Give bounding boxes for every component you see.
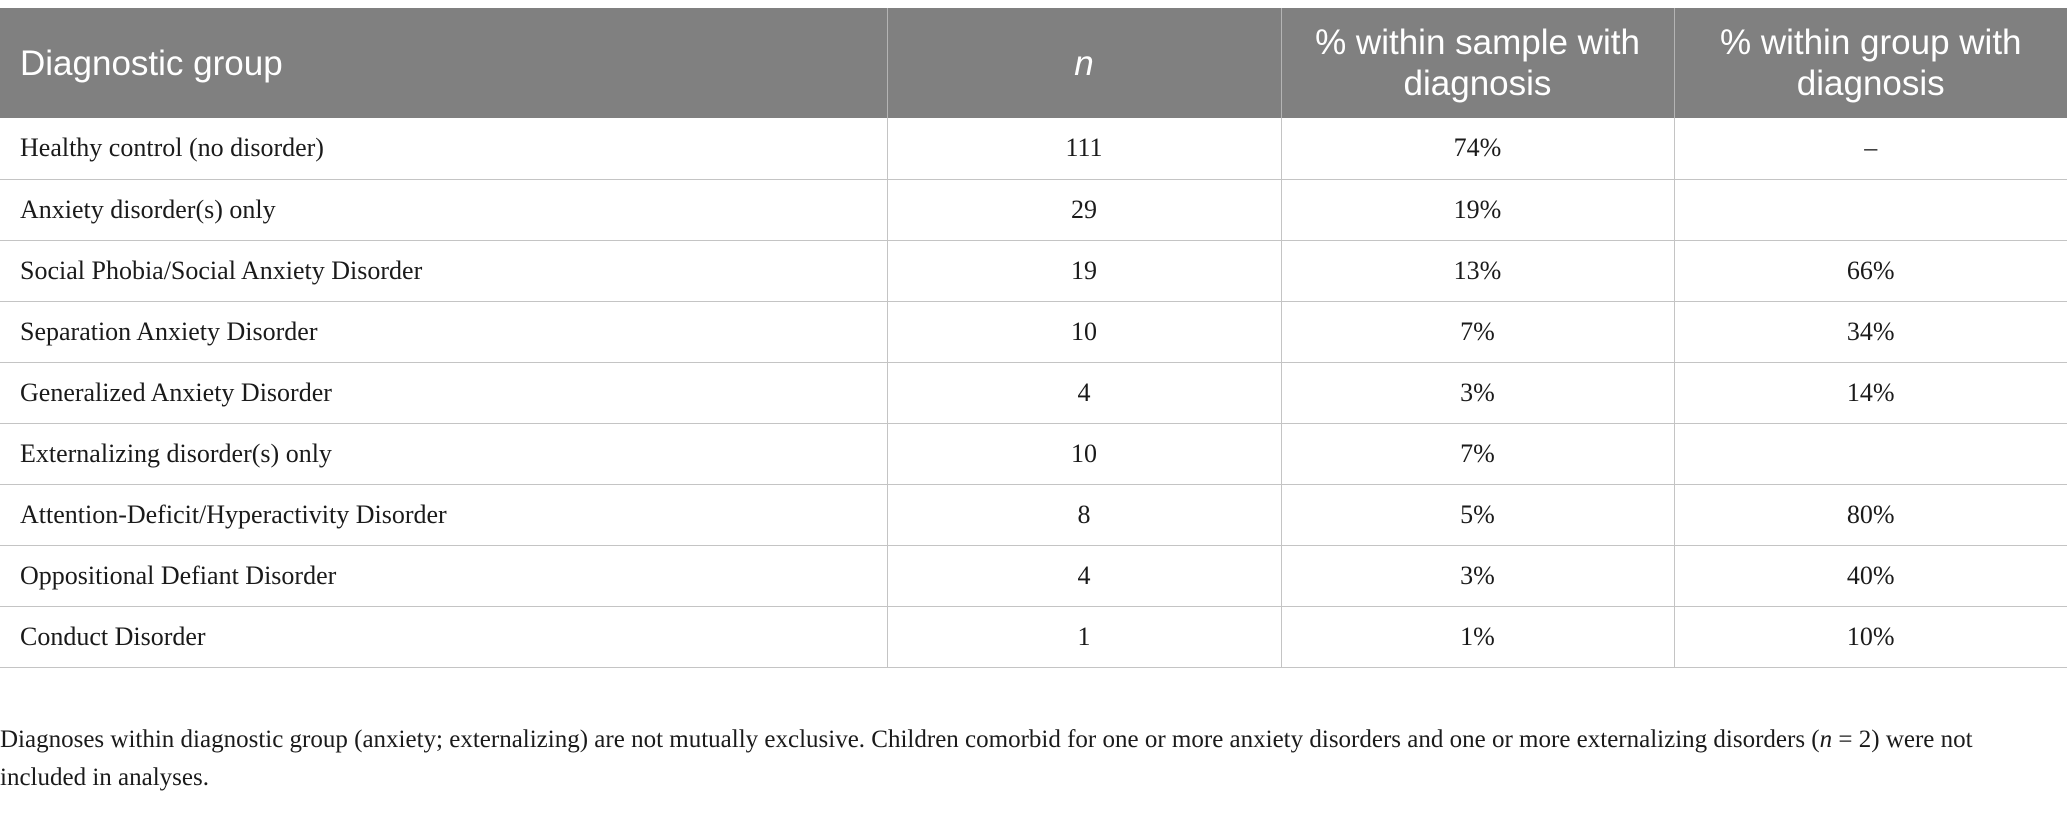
table-row bbox=[0, 118, 2067, 179]
table-row bbox=[0, 179, 2067, 240]
cell-pct-within-group: 40% bbox=[1674, 545, 2067, 606]
header-diagnostic-group: Diagnostic group bbox=[0, 8, 887, 118]
header-row bbox=[0, 8, 2067, 118]
table-header bbox=[0, 8, 2067, 118]
footnote-text-end: = 2) were not included in analyses. bbox=[0, 726, 1973, 791]
cell-pct-within-group: – bbox=[1674, 118, 2067, 179]
cell-diagnostic-group: Anxiety disorder(s) only bbox=[0, 179, 887, 240]
cell-diagnostic-group: Healthy control (no disorder) bbox=[0, 118, 887, 179]
cell-pct-within-group: 80% bbox=[1674, 484, 2067, 545]
table-row bbox=[0, 423, 2067, 484]
cell-n: 10 bbox=[887, 423, 1281, 484]
cell-pct-within-sample: 3% bbox=[1281, 545, 1674, 606]
table-body bbox=[0, 118, 2067, 667]
cell-diagnostic-group: Attention-Deficit/Hyperactivity Disorder bbox=[0, 484, 887, 545]
cell-n: 111 bbox=[887, 118, 1281, 179]
table-row bbox=[0, 240, 2067, 301]
cell-pct-within-group: 14% bbox=[1674, 362, 2067, 423]
table-row bbox=[0, 484, 2067, 545]
cell-pct-within-sample: 5% bbox=[1281, 484, 1674, 545]
cell-n: 10 bbox=[887, 301, 1281, 362]
cell-n: 4 bbox=[887, 545, 1281, 606]
cell-pct-within-group bbox=[1674, 179, 2067, 240]
cell-pct-within-group: 34% bbox=[1674, 301, 2067, 362]
header-n: n bbox=[887, 8, 1281, 118]
table-footnote bbox=[0, 721, 2060, 797]
cell-diagnostic-group: Conduct Disorder bbox=[0, 606, 887, 667]
diagnosis-table-container bbox=[0, 8, 2067, 668]
cell-pct-within-group bbox=[1674, 423, 2067, 484]
cell-n: 19 bbox=[887, 240, 1281, 301]
footnote-n-symbol: n bbox=[1819, 726, 1833, 753]
table-row bbox=[0, 301, 2067, 362]
cell-diagnostic-group: Social Phobia/Social Anxiety Disorder bbox=[0, 240, 887, 301]
cell-pct-within-sample: 19% bbox=[1281, 179, 1674, 240]
cell-n: 1 bbox=[887, 606, 1281, 667]
cell-diagnostic-group: Externalizing disorder(s) only bbox=[0, 423, 887, 484]
cell-n: 8 bbox=[887, 484, 1281, 545]
cell-pct-within-sample: 74% bbox=[1281, 118, 1674, 179]
cell-pct-within-group: 10% bbox=[1674, 606, 2067, 667]
table-row bbox=[0, 545, 2067, 606]
cell-diagnostic-group: Oppositional Defiant Disorder bbox=[0, 545, 887, 606]
table-row bbox=[0, 606, 2067, 667]
header-pct-within-group: % within group with diagnosis bbox=[1674, 8, 2067, 118]
cell-pct-within-sample: 13% bbox=[1281, 240, 1674, 301]
header-pct-within-sample: % within sample with diagnosis bbox=[1281, 8, 1674, 118]
cell-pct-within-group: 66% bbox=[1674, 240, 2067, 301]
cell-pct-within-sample: 1% bbox=[1281, 606, 1674, 667]
cell-pct-within-sample: 3% bbox=[1281, 362, 1674, 423]
diagnosis-table bbox=[0, 8, 2067, 668]
cell-n: 4 bbox=[887, 362, 1281, 423]
table-row bbox=[0, 362, 2067, 423]
cell-diagnostic-group: Separation Anxiety Disorder bbox=[0, 301, 887, 362]
cell-n: 29 bbox=[887, 179, 1281, 240]
footnote-text-start: Diagnoses within diagnostic group (anxiety; externalizing) are not mutually exclusive. Children comorbid for one or more anxiety disorders and one or more externalizing disorders ( bbox=[0, 726, 1820, 753]
cell-pct-within-sample: 7% bbox=[1281, 423, 1674, 484]
cell-pct-within-sample: 7% bbox=[1281, 301, 1674, 362]
cell-diagnostic-group: Generalized Anxiety Disorder bbox=[0, 362, 887, 423]
